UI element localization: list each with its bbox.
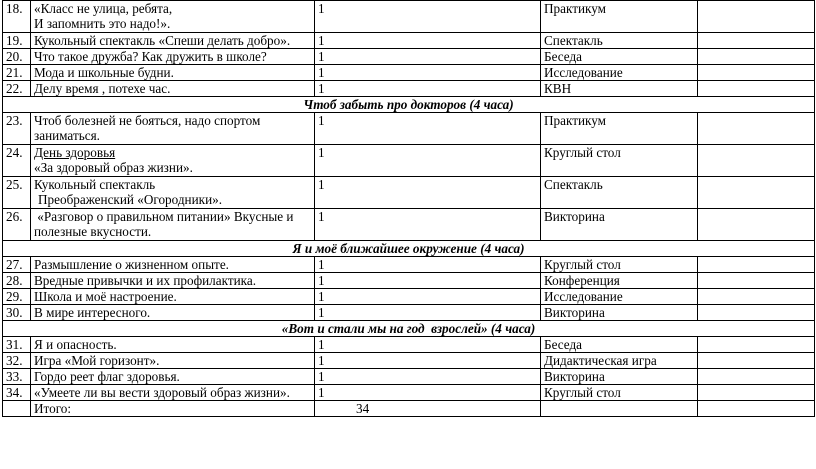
lesson-hours: 1: [315, 177, 541, 209]
lesson-form: Спектакль: [541, 177, 698, 209]
lesson-hours: 1: [315, 305, 541, 321]
lesson-hours: 1: [315, 81, 541, 97]
row-number: 24.: [3, 145, 31, 177]
table-row: [3, 113, 815, 145]
table-row: [3, 33, 815, 49]
empty-cell: [541, 401, 698, 417]
lesson-hours: 1: [315, 145, 541, 177]
empty-cell: [698, 49, 815, 65]
lesson-title-line: «За здоровый образ жизни».: [34, 160, 193, 175]
lesson-form: Спектакль: [541, 33, 698, 49]
table-row: [3, 289, 815, 305]
row-number: 26.: [3, 209, 31, 241]
lesson-hours: 1: [315, 209, 541, 241]
lesson-form: Исследование: [541, 65, 698, 81]
empty-cell: [698, 1, 815, 33]
empty-cell: [698, 81, 815, 97]
section-title: «Вот и стали мы на год взрослей» (4 часа): [3, 321, 815, 337]
lesson-form: Викторина: [541, 209, 698, 241]
table-row: [3, 209, 815, 241]
table-row: [3, 145, 815, 177]
empty-cell: [698, 209, 815, 241]
table-row: [3, 65, 815, 81]
lesson-form: Круглый стол: [541, 257, 698, 273]
row-number: 31.: [3, 337, 31, 353]
table-row: [3, 257, 815, 273]
lesson-form: Дидактическая игра: [541, 353, 698, 369]
section-header-row: [3, 321, 815, 337]
lesson-hours: 1: [315, 33, 541, 49]
lesson-title: [31, 1, 315, 33]
table-row: [3, 337, 815, 353]
lesson-hours: 1: [315, 49, 541, 65]
lesson-hours: 1: [315, 289, 541, 305]
lesson-hours: 1: [315, 369, 541, 385]
lesson-title-line: «Класс не улица, ребята,: [34, 1, 173, 16]
lesson-title: Кукольный спектакль «Спеши делать добро».: [31, 33, 315, 49]
row-number: 23.: [3, 113, 31, 145]
row-number: 27.: [3, 257, 31, 273]
lesson-hours: 1: [315, 337, 541, 353]
empty-cell: [698, 273, 815, 289]
lesson-hours: 1: [315, 1, 541, 33]
total-label: Итого:: [31, 401, 315, 417]
row-number: 33.: [3, 369, 31, 385]
lesson-title: Делу время , потехе час.: [31, 81, 315, 97]
lesson-form: Беседа: [541, 49, 698, 65]
row-number: 34.: [3, 385, 31, 401]
lesson-hours: 1: [315, 273, 541, 289]
lesson-title-line: полезные вкусности.: [34, 224, 152, 239]
lesson-title: Школа и моё настроение.: [31, 289, 315, 305]
row-number: 32.: [3, 353, 31, 369]
lesson-title: [31, 145, 315, 177]
lesson-form: Исследование: [541, 289, 698, 305]
section-header-row: [3, 97, 815, 113]
lesson-title: «Умеете ли вы вести здоровый образ жизни».: [31, 385, 315, 401]
total-row: [3, 401, 815, 417]
row-number: 22.: [3, 81, 31, 97]
empty-cell: [698, 401, 815, 417]
lesson-title-line: День здоровья: [34, 145, 116, 160]
table-row: [3, 273, 815, 289]
table-row: [3, 305, 815, 321]
empty-cell: [698, 177, 815, 209]
table-row: [3, 1, 815, 33]
section-header-row: [3, 241, 815, 257]
lesson-hours: 1: [315, 385, 541, 401]
lesson-plan-body: [3, 1, 815, 417]
lesson-title: Вредные привычки и их профилактика.: [31, 273, 315, 289]
empty-cell: [698, 65, 815, 81]
row-number: 28.: [3, 273, 31, 289]
lesson-title-line: заниматься.: [34, 128, 100, 143]
table-row: [3, 81, 815, 97]
empty-cell: [698, 385, 815, 401]
lesson-title: [31, 113, 315, 145]
empty-cell: [698, 353, 815, 369]
lesson-title: Мода и школьные будни.: [31, 65, 315, 81]
lesson-title-line: Преображенский «Огородники».: [38, 192, 223, 207]
empty-cell: [698, 113, 815, 145]
lesson-hours: 1: [315, 353, 541, 369]
empty-cell: [698, 305, 815, 321]
table-row: [3, 49, 815, 65]
lesson-title-line: И запомнить это надо!».: [34, 16, 171, 31]
lesson-title: Что такое дружба? Как дружить в школе?: [31, 49, 315, 65]
lesson-form: Круглый стол: [541, 145, 698, 177]
empty-cell: [698, 369, 815, 385]
row-number: 30.: [3, 305, 31, 321]
row-number: 25.: [3, 177, 31, 209]
section-title: Чтоб забыть про докторов (4 часа): [3, 97, 815, 113]
lesson-hours: 1: [315, 113, 541, 145]
row-number: 19.: [3, 33, 31, 49]
empty-cell: [3, 401, 31, 417]
lesson-form: Викторина: [541, 305, 698, 321]
lesson-form: Конференция: [541, 273, 698, 289]
empty-cell: [698, 289, 815, 305]
lesson-hours: 1: [315, 65, 541, 81]
table-row: [3, 385, 815, 401]
lesson-title: Я и опасность.: [31, 337, 315, 353]
lesson-title-line: Чтоб болезней не бояться, надо спортом: [34, 113, 261, 128]
lesson-form: Викторина: [541, 369, 698, 385]
row-number: 18.: [3, 1, 31, 33]
empty-cell: [698, 337, 815, 353]
lesson-title: Гордо реет флаг здоровья.: [31, 369, 315, 385]
total-hours: 34: [315, 401, 541, 417]
lesson-form: Практикум: [541, 1, 698, 33]
lesson-hours: 1: [315, 257, 541, 273]
row-number: 20.: [3, 49, 31, 65]
table-row: [3, 353, 815, 369]
lesson-title: Размышление о жизненном опыте.: [31, 257, 315, 273]
row-number: 21.: [3, 65, 31, 81]
lesson-form: Беседа: [541, 337, 698, 353]
lesson-title: Игра «Мой горизонт».: [31, 353, 315, 369]
empty-cell: [698, 145, 815, 177]
lesson-title: [31, 177, 315, 209]
lesson-form: КВН: [541, 81, 698, 97]
lesson-title-line: «Разговор о правильном питании» Вкусные и: [34, 209, 294, 224]
lesson-form: Практикум: [541, 113, 698, 145]
lesson-plan-table: [2, 0, 815, 417]
table-row: [3, 369, 815, 385]
lesson-form: Круглый стол: [541, 385, 698, 401]
lesson-title-line: Кукольный спектакль: [34, 177, 156, 192]
row-number: 29.: [3, 289, 31, 305]
empty-cell: [698, 33, 815, 49]
lesson-title: В мире интересного.: [31, 305, 315, 321]
empty-cell: [698, 257, 815, 273]
section-title: Я и моё ближайшее окружение (4 часа): [3, 241, 815, 257]
lesson-title: [31, 209, 315, 241]
table-row: [3, 177, 815, 209]
